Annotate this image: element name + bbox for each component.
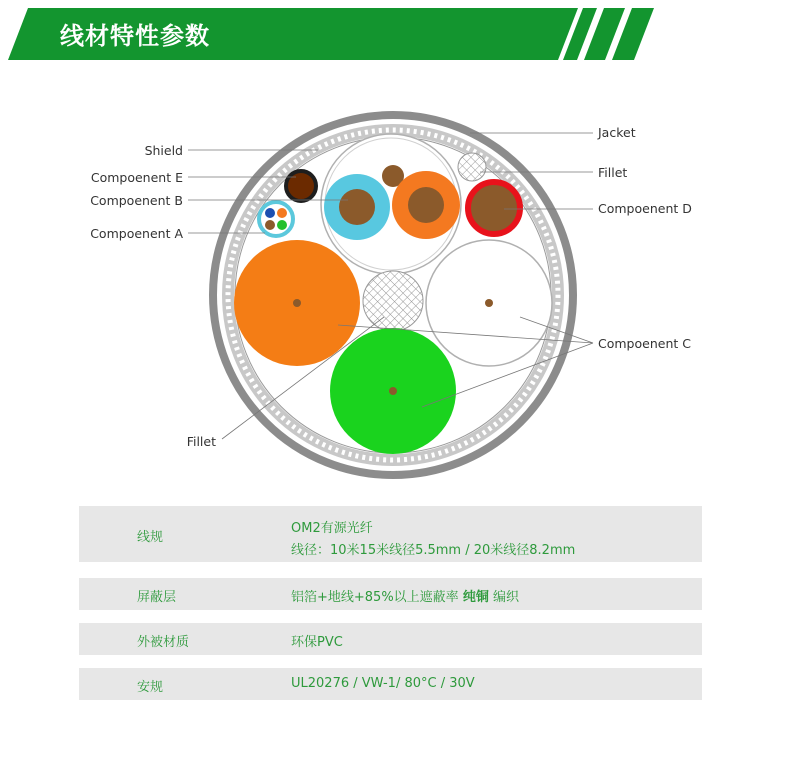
component-c-orange-core bbox=[293, 299, 301, 307]
spec-value bbox=[291, 586, 519, 605]
component-e bbox=[286, 171, 316, 201]
spec-value: UL20276 / VW-1/ 80°C / 30V bbox=[291, 676, 475, 691]
label-fillet-left: Fillet bbox=[186, 434, 216, 449]
orange-conductor-core bbox=[408, 187, 444, 223]
component-a-wire-green bbox=[277, 220, 287, 230]
spec-value: 环保PVC bbox=[291, 635, 343, 650]
spec-value-text: 铝箔+地线+85%以上遮蔽率 bbox=[291, 590, 463, 605]
label-component-a: Compoenent A bbox=[90, 226, 183, 241]
spec-value-text-end: 编织 bbox=[488, 590, 519, 605]
spec-row-jacket-material bbox=[79, 623, 702, 655]
fillet-small bbox=[458, 153, 486, 181]
component-b-core bbox=[339, 189, 375, 225]
fillet-center bbox=[363, 271, 423, 331]
spec-row-gauge bbox=[79, 506, 702, 562]
label-component-d: Compoenent D bbox=[598, 201, 692, 216]
spec-key: 安规 bbox=[137, 680, 164, 695]
spec-row-safety bbox=[79, 668, 702, 700]
spec-value-bold: 纯铜 bbox=[462, 590, 489, 605]
label-component-e: Compoenent E bbox=[90, 170, 183, 185]
spec-row-shield bbox=[79, 578, 702, 610]
component-c-white-core bbox=[485, 299, 493, 307]
label-fillet-right: Fillet bbox=[598, 165, 628, 180]
spec-key: 屏蔽层 bbox=[137, 590, 177, 605]
spec-value-line-1: OM2有源光纤 bbox=[291, 521, 373, 536]
component-a bbox=[259, 202, 293, 236]
component-a-wire-brown bbox=[265, 220, 275, 230]
label-component-c: Compoenent C bbox=[598, 336, 691, 351]
spec-value-line-2: 线径：10米15米线径5.5mm / 20米线径8.2mm bbox=[291, 543, 576, 558]
component-c-green-core bbox=[389, 387, 397, 395]
spec-key: 线规 bbox=[137, 530, 164, 545]
label-component-b: Compoenent B bbox=[90, 193, 183, 208]
component-d bbox=[468, 182, 520, 234]
component-a-wire-blue bbox=[265, 208, 275, 218]
label-jacket: Jacket bbox=[598, 125, 636, 140]
page-title: 线材特性参数 bbox=[60, 22, 210, 50]
component-a-wire-orange bbox=[277, 208, 287, 218]
cable-cross-section-diagram bbox=[0, 68, 790, 500]
label-shield: Shield bbox=[144, 143, 183, 158]
spec-key: 外被材质 bbox=[137, 635, 190, 650]
